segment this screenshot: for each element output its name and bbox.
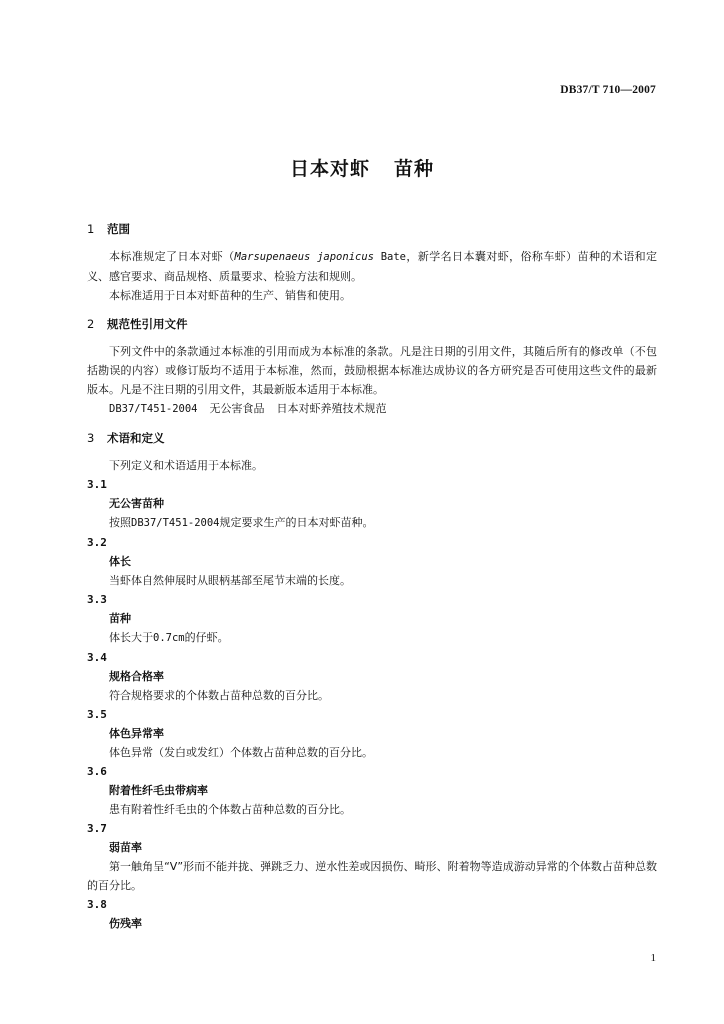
term-definition: 患有附着性纤毛虫的个体数占苗种总数的百分比。 — [109, 803, 351, 816]
term-definition: 第一触角呈“V”形而不能并拢、弹跳乏力、逆水性差或因损伤、畸形、附着物等造成游动异常的个体数占苗种总数的百分比。 — [87, 860, 657, 892]
paragraph: 下列文件中的条款通过本标准的引用而成为本标准的条款。凡是注日期的引用文件，其随后所有的修改单（不包括勘误的内容）或修订版均不适用于本标准，然而，鼓励根据本标准达成协议的各方研究是否可使用这些文件的最新版本。凡是不注日期的引用文件，其最新版本适用于本标准。 — [87, 345, 657, 396]
term-number: 3.7 — [87, 822, 107, 835]
section-title: 术语和定义 — [107, 431, 165, 445]
title-part-2: 苗种 — [394, 158, 435, 180]
document-body — [87, 219, 657, 933]
text-fragment: 体长大于 — [109, 631, 153, 644]
measurement: 0.7cm — [153, 632, 185, 644]
term-definition: 体色异常（发白或发红）个体数占苗种总数的百分比。 — [109, 746, 373, 759]
author-name: Bate — [373, 251, 407, 263]
term-name: 体色异常率 — [109, 727, 164, 740]
term-name: 苗种 — [109, 612, 131, 625]
latin-name: Marsupenaeus japonicus — [234, 251, 374, 263]
term-definition: 当虾体自然伸展时从眼柄基部至尾节末端的长度。 — [109, 574, 351, 587]
term-number: 3.2 — [87, 536, 107, 549]
section-2-heading — [87, 314, 657, 334]
section-3-heading — [87, 428, 657, 448]
term-definition: 符合规格要求的个体数占苗种总数的百分比。 — [109, 689, 329, 702]
section-number: 2 — [87, 317, 95, 331]
term-definition — [87, 628, 657, 648]
text-fragment: 按照 — [109, 516, 131, 529]
term-number: 3.4 — [87, 651, 107, 664]
reference-title-2: 日本对虾养殖技术规范 — [276, 402, 387, 415]
text-fragment: 本标准规定了日本对虾（ — [109, 250, 235, 263]
page-title — [0, 154, 724, 181]
reference-title-1: 无公害食品 — [209, 402, 265, 415]
term-number: 3.5 — [87, 708, 107, 721]
term-name: 规格合格率 — [109, 670, 164, 683]
term-number: 3.8 — [87, 898, 107, 911]
section-title: 范围 — [107, 222, 130, 236]
term-name: 弱苗率 — [109, 841, 142, 854]
term-number: 3.6 — [87, 765, 107, 778]
title-part-1: 日本对虾 — [289, 158, 370, 180]
term-number: 3.1 — [87, 478, 107, 491]
reference-code: DB37/T451-2004 — [131, 517, 220, 529]
term-name: 附着性纤毛虫带病率 — [109, 784, 208, 797]
section-title: 规范性引用文件 — [107, 317, 188, 331]
section-number: 3 — [87, 431, 95, 445]
section-number: 1 — [87, 222, 95, 236]
paragraph: 下列定义和术语适用于本标准。 — [109, 459, 263, 472]
term-name: 伤残率 — [109, 917, 142, 930]
term-number: 3.3 — [87, 593, 107, 606]
page-number: 1 — [650, 952, 656, 964]
paragraph — [87, 247, 657, 286]
text-fragment: 规定要求生产的日本对虾苗种。 — [219, 516, 374, 529]
reference-entry — [87, 399, 657, 419]
term-definition — [87, 513, 657, 533]
section-1-heading — [87, 219, 657, 239]
term-name: 体长 — [109, 555, 131, 568]
reference-code: DB37/T451-2004 — [109, 403, 198, 415]
text-fragment: ，新学名日本囊对虾，俗称车虾）苗种的术语和定义、感官要求、商品规格、质量要求、检验方法和规则。 — [87, 250, 658, 283]
document-code: DB37/T 710—2007 — [560, 84, 656, 96]
term-name: 无公害苗种 — [109, 497, 164, 510]
paragraph: 本标准适用于日本对虾苗种的生产、销售和使用。 — [109, 289, 351, 302]
text-fragment: 的仔虾。 — [184, 631, 229, 644]
